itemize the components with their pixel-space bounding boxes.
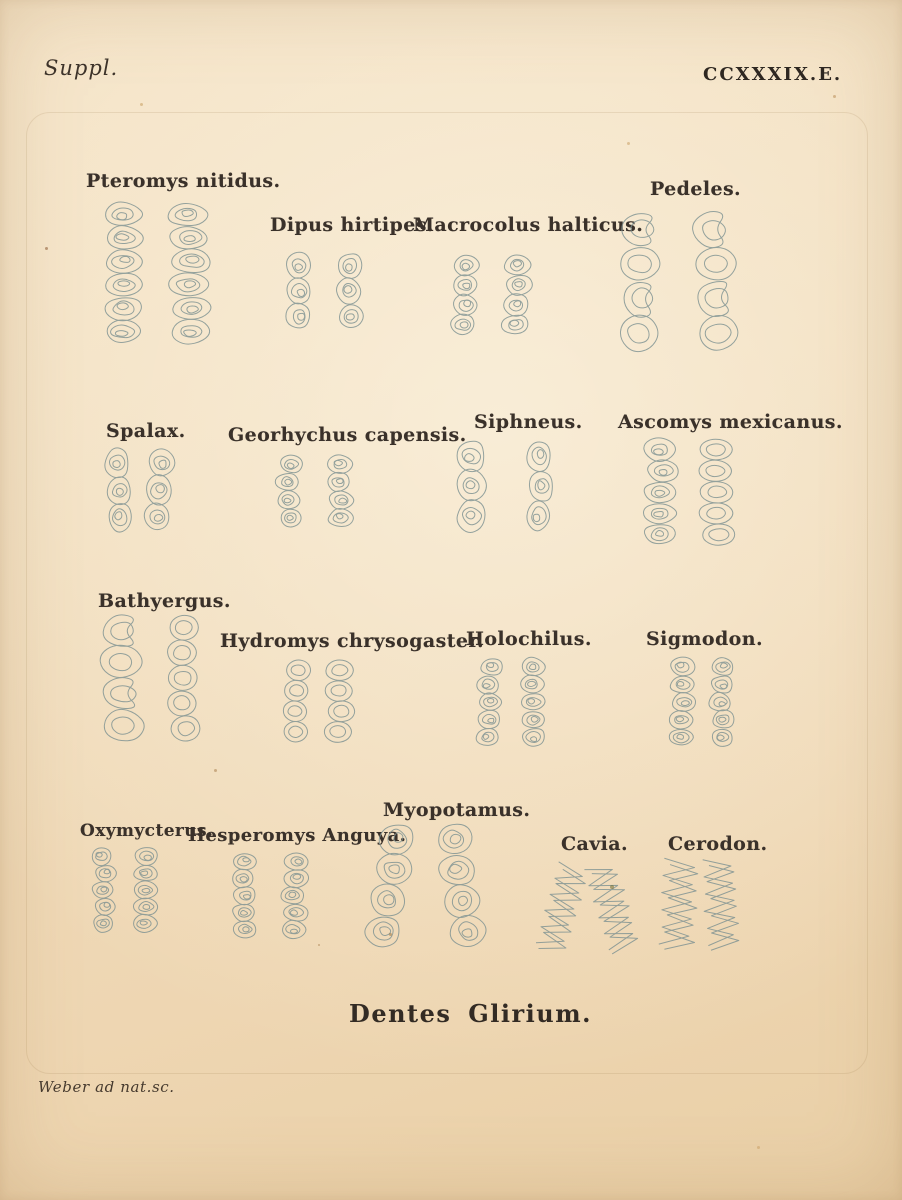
plate-title: Dentes Glirium. (349, 999, 592, 1028)
specimen-label-pteromys-nitidus: Pteromys nitidus. (86, 170, 281, 192)
tooth-row-illustration (85, 843, 175, 937)
specimen-label-siphneus: Siphneus. (474, 411, 583, 433)
tooth-row-illustration (362, 818, 492, 952)
paper-speck (45, 247, 48, 250)
specimen-label-macrocolus-halticus: Macrocolus halticus. (413, 214, 644, 236)
tooth-row-illustration (282, 248, 374, 334)
plate-number: CCXXXIX.E. (703, 64, 843, 85)
specimen-label-hydromys-chrysogaster: Hydromys chrysogaster. (220, 630, 485, 652)
supplement-label: Suppl. (44, 56, 119, 80)
specimen-label-ascomys-mexicanus: Ascomys mexicanus. (618, 411, 843, 433)
specimen-label-cavia: Cavia. (561, 833, 629, 855)
tooth-row-illustration (92, 610, 214, 746)
tooth-row-illustration (95, 198, 215, 348)
specimen-label-holochilus: Holochilus. (466, 628, 592, 650)
paper-speck (757, 1146, 760, 1149)
tooth-row-illustration (530, 858, 640, 958)
paper-speck (214, 769, 217, 772)
tooth-row-illustration (278, 655, 370, 747)
paper-speck (627, 142, 630, 145)
tooth-row-illustration (655, 853, 750, 955)
tooth-row-illustration (98, 444, 183, 536)
tooth-row-illustration (660, 653, 748, 751)
specimen-label-myopotamus: Myopotamus. (383, 799, 531, 821)
tooth-row-illustration (446, 436, 564, 536)
paper-speck (140, 103, 143, 106)
paper-speck (318, 944, 320, 946)
specimen-label-bathyergus: Bathyergus. (98, 590, 231, 612)
specimen-label-oxymycterus: Oxymycterus. (80, 821, 214, 841)
specimen-label-dipus-hirtipes: Dipus hirtipes. (270, 214, 434, 236)
specimen-label-spalax: Spalax. (106, 420, 186, 442)
tooth-row-illustration (272, 450, 364, 532)
paper-speck (833, 95, 836, 98)
specimen-label-sigmodon: Sigmodon. (646, 628, 763, 650)
engraver-credit: Weber ad nat.sc. (38, 1078, 175, 1096)
specimen-label-georhychus-capensis: Georhychus capensis. (228, 424, 467, 446)
tooth-row-illustration (445, 250, 545, 340)
specimen-label-hesperomys-anguya: Hesperomys Anguya. (188, 825, 407, 846)
specimen-label-pedeles: Pedeles. (650, 178, 742, 200)
specimen-label-cerodon: Cerodon. (668, 833, 768, 855)
tooth-row-illustration (608, 207, 756, 355)
tooth-row-illustration (635, 434, 753, 550)
tooth-row-illustration (470, 653, 558, 751)
tooth-row-illustration (225, 848, 317, 943)
